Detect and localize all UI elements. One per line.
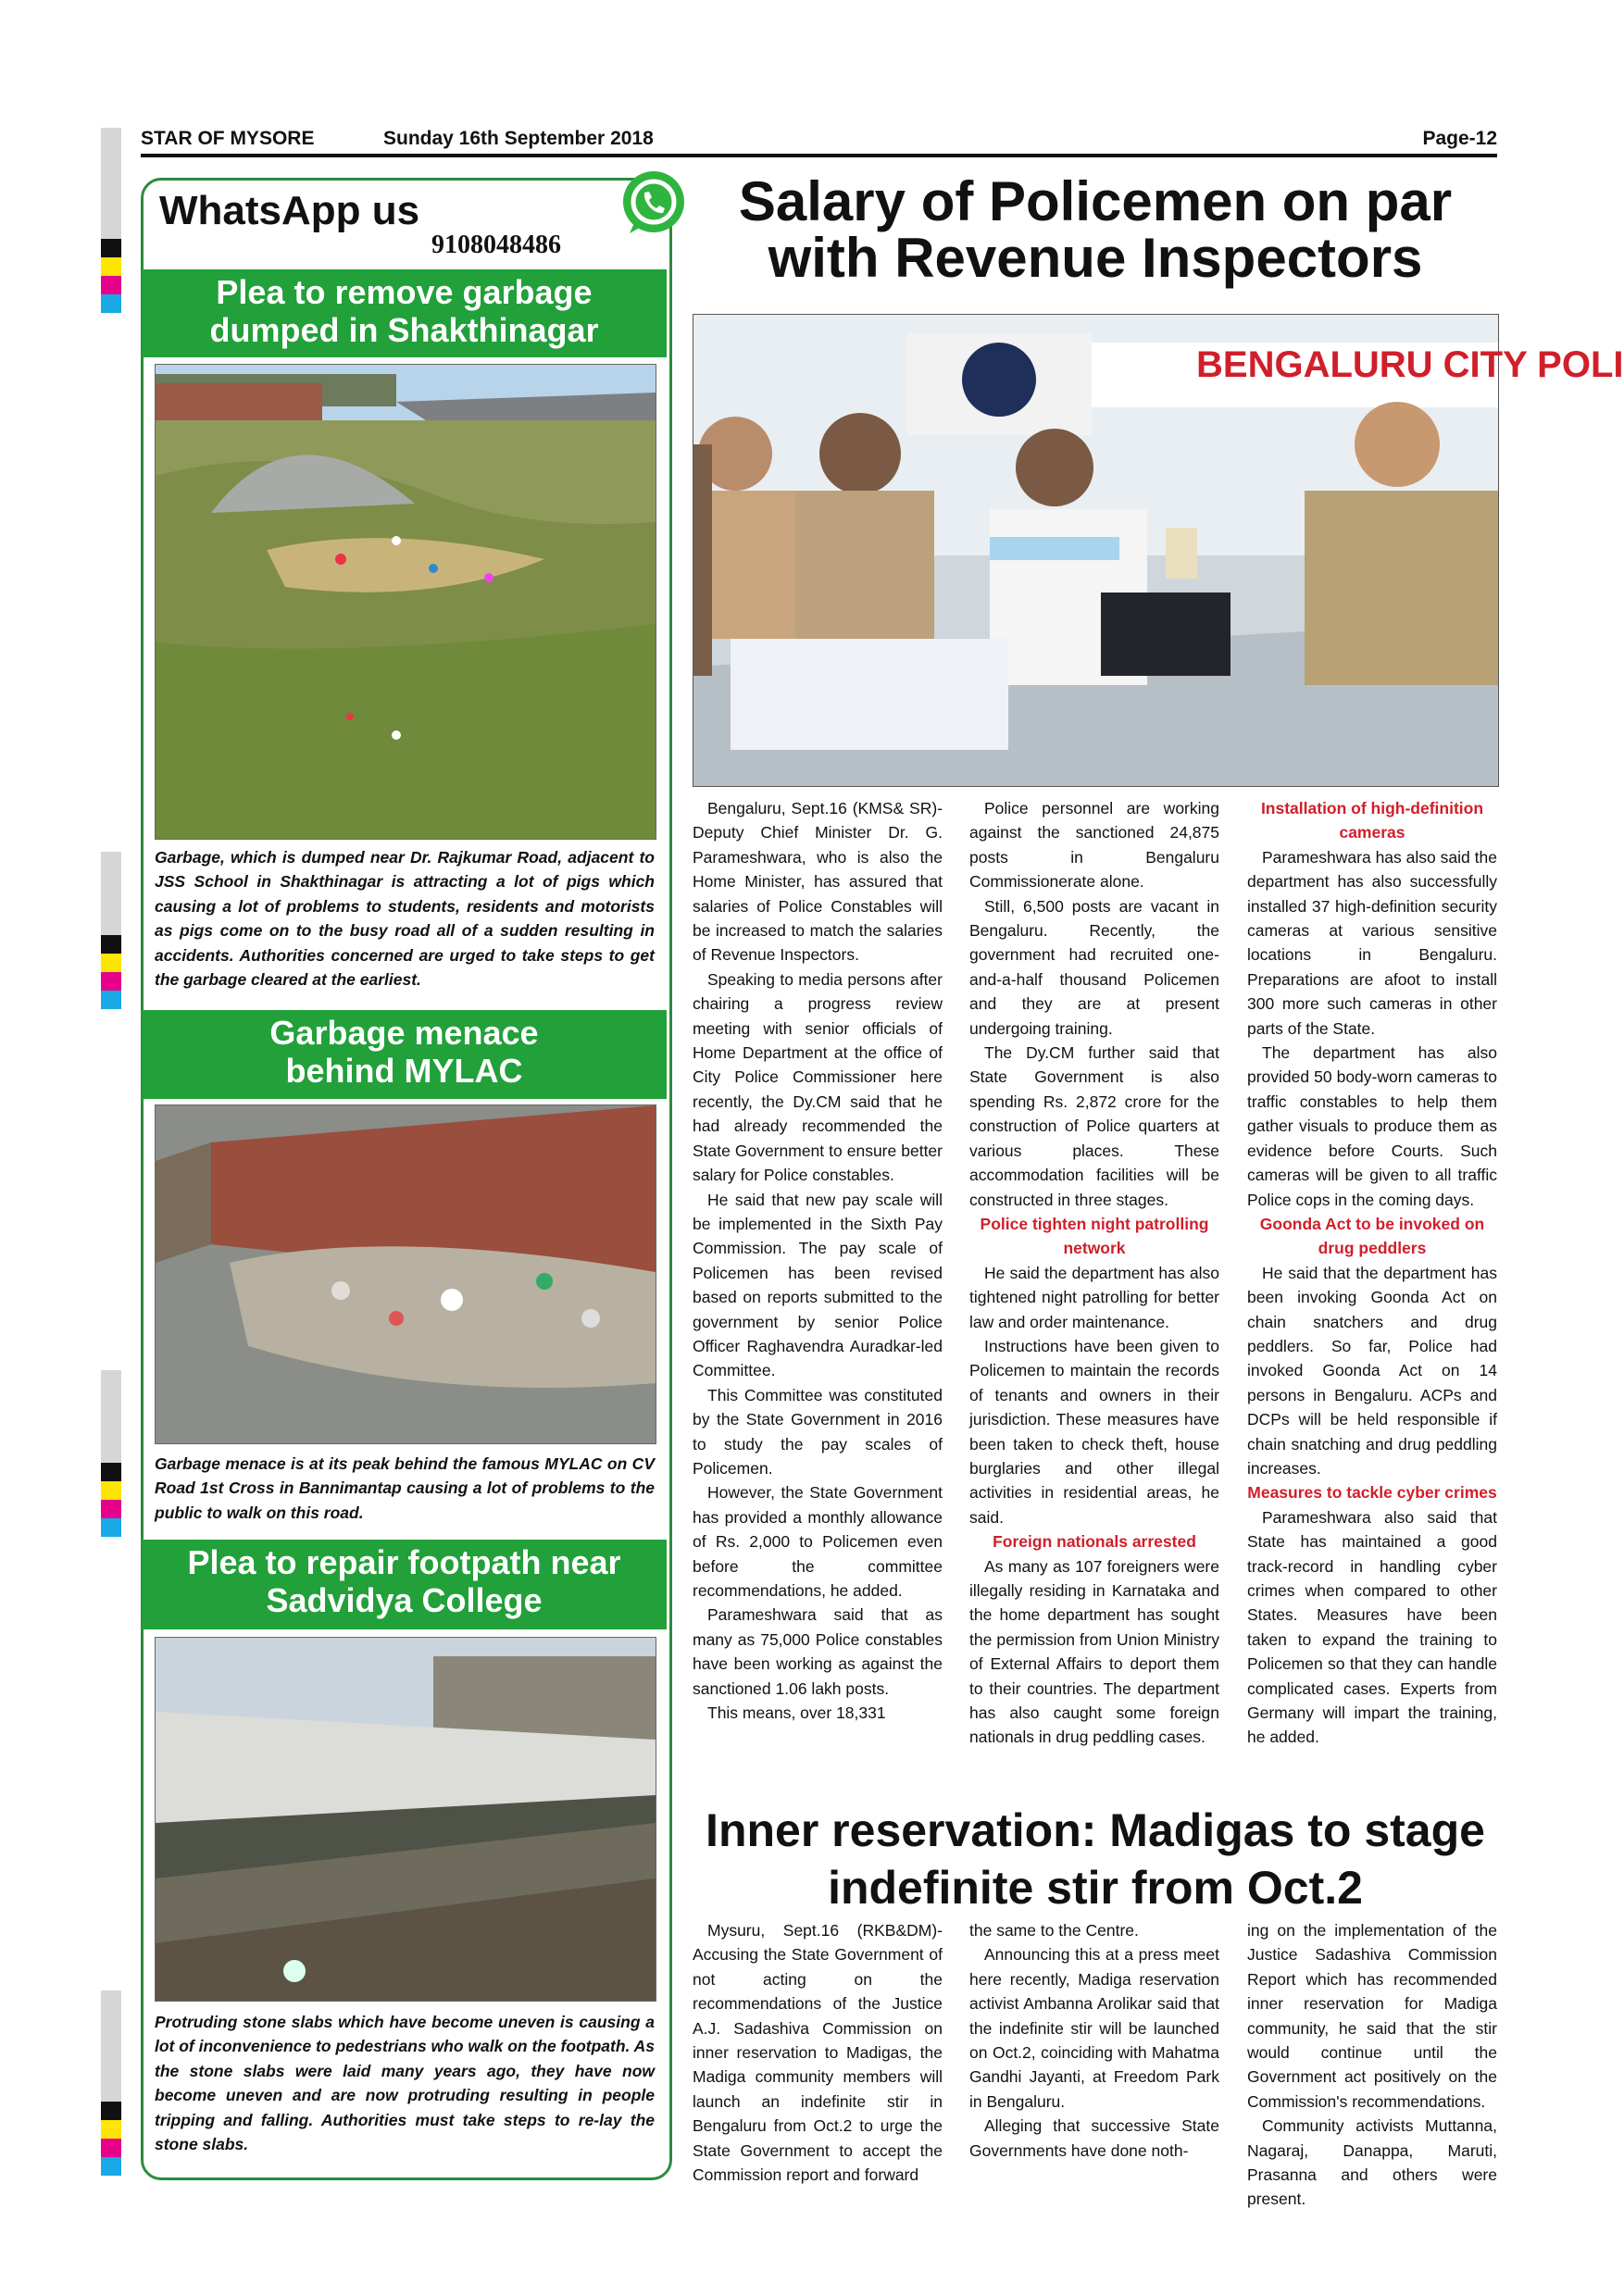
photo-caption: Garbage menace is at its peak behind the famous MYLAC on CV Road 1st Cross in Bannimantap causing a lot of problems to the public to walk on this road. [155,1454,655,1522]
article-column [969,1918,1219,2163]
article-column [1247,1918,1497,2212]
paragraph: As many as 107 foreigners were illegally residing in Karnataka and the home department has sought the permission from Union Ministry of External Affairs to deport them to their countries. The department has also caught some foreign nationals in drug peddling cases. [969,1556,1219,1747]
heading-line: Plea to remove garbage [216,273,593,311]
article-column [1247,796,1497,1750]
newspaper-name: STAR OF MYSORE [141,128,315,149]
garbage-mylac-photo [155,1104,656,1444]
footpath-photo [155,1637,656,2002]
paragraph: He said the department has also tightened night patrolling for better law and order maintenance. [969,1263,1219,1331]
subheading: Measures to tackle cyber crimes [1247,1483,1497,1503]
paragraph: The department has also provided 50 body-worn cameras to traffic constables to help them gather visuals to produce them as evidence before Courts. Such cameras will be given to all traffic Police cops in the coming days. [1247,1043,1497,1209]
main-headline [693,170,1498,289]
paragraph: Alleging that successive State Governments have done noth- [969,2116,1219,2160]
heading-line: Plea to repair footpath near [187,1543,621,1581]
paragraph: This means, over 18,331 [707,1703,886,1723]
police-meeting-photo [693,314,1624,787]
second-headline [693,1802,1498,1916]
subheading: Installation of high-definition cameras [1260,799,1484,842]
heading-line: dumped in Shakthinagar [209,311,599,349]
paragraph: Community activists Muttanna, Nagaraj, Danappa, Maruti, Prasanna and others were present. [1247,2116,1497,2209]
registration-bar [101,128,121,248]
issue-date: Sunday 16th September 2018 [383,128,654,149]
heading-line: Garbage menace [269,1014,539,1052]
photo-caption: Garbage, which is dumped near Dr. Rajkumar Road, adjacent to JSS School in Shakthinagar is attracting a lot of pigs which causing a lot of problems to students, residents and motorists as pigs come on to the busy road all of a sudden resulting in accidents. Authorities concerned are urged to take steps to get the garbage cleared at the earliest. [155,848,655,990]
paragraph: He said that the department has been invoking Goonda Act on chain snatchers and drug peddlers. So far, Police had invoked Goonda Act on 14 persons in Bengaluru. ACPs and DCPs will be held responsible if chain snatching and drug peddling increases. [1247,1263,1497,1478]
photo-caption: Protruding stone slabs which have become uneven is causing a lot of inconvenience to pedestrians who walk on the footpath. As the stone slabs were laid many years ago, they have now become uneven and are now protruding resulting in people tripping and falling. Authorities must take steps to re-lay the stone slabs. [155,2013,655,2154]
paragraph: Parameshwara also said that State has maintained a good track-record in handling cyber crimes when compared to other States. Measures have been taken to expand the training to Policemen so that they can handle complicated cases. Experts from Germany will impart the training, he added. [1247,1507,1497,1747]
article-column [693,1918,943,2187]
paragraph: The Dy.CM further said that State Government is also spending Rs. 2,872 crore for the construction of Police quarters at various places. These accommodation facilities will be constructed in three stages. [969,1043,1219,1209]
color-registration-mark [101,935,121,1009]
paragraph: Announcing this at a press meet here recently, Madiga reservation activist Ambanna Arolikar said that the indefinite stir will be launched on Oct.2, coinciding with Mahatma Gandhi Jayanti, at Freedom Park in Bengaluru. [969,1945,1219,2111]
sidebar-item-heading [142,269,667,357]
paragraph: Still, 6,500 posts are vacant in Bengaluru. Recently, the government had recruited one-and-a-half thousand Policemen and they are at present undergoing training. [969,896,1219,1038]
subheading: Foreign nationals arrested [993,1532,1196,1552]
article-column [693,796,943,1725]
paragraph: Instructions have been given to Policemen to maintain the records of tenants and owners in their jurisdiction. These measures have been taken to check theft, house burglaries and other illegal activities in residential areas, he said. [969,1336,1219,1527]
subheading: Police tighten night patrolling network [980,1214,1209,1258]
paragraph: ing on the implementation of the Justice Sadashiva Commission Report which has recommended inner reservation for Madiga community, he said that the stir would continue until the Government act positively on the Commission's recommendations. [1247,1921,1497,2111]
paragraph: Mysuru, Sept.16 (RKB&DM)- Accusing the State Government of not acting on the recommendations of the Justice A.J. Sadashiva Commission on inner reservation to Madigas, the Madiga community members will launch an indefinite stir in Bengaluru from Oct.2 to urge the State Government to accept the Commission report and forward [693,1921,943,2185]
registration-bar [101,852,121,935]
paragraph: Parameshwara has also said the department has also successfully installed 37 high-definition security cameras at various sensitive locations in Bengaluru. Preparations are afoot to install 300 more such cameras in other parts of the State. [1247,847,1497,1038]
whatsapp-label: WhatsApp us [159,188,420,233]
headline-line: indefinite stir from Oct.2 [828,1862,1363,1914]
paragraph: However, the State Government has provided a monthly allowance of Rs. 2,000 to Policemen even before the committee recommendations, he added. [693,1483,943,1600]
subheading: Goonda Act to be invoked on drug peddlers [1259,1214,1485,1258]
paragraph: Speaking to media persons after chairing a progress review meeting with senior officials of Home Department at the office of City Police Commissioner here recently, the Dy.CM said that he had already recommended the State Government to ensure better salary for Police constables. [693,969,943,1185]
paragraph: Parameshwara said that as many as 75,000 Police constables have been working as against the sanctioned 1.06 lakh posts. [693,1605,943,1698]
paragraph: the same to the Centre. [969,1921,1139,1940]
sidebar-item-heading [142,1010,667,1099]
whatsapp-icon [618,168,689,239]
whatsapp-number: 9108048486 [431,231,561,259]
paragraph: Bengaluru, Sept.16 (KMS& SR)- Deputy Chief Minister Dr. G. Parameshwara, who is also the Home Minister, has assured that salaries of Police Constables will be increased to match the salaries of Revenue Inspectors. [693,799,943,965]
sidebar-item-heading [142,1540,667,1629]
color-registration-mark [101,239,121,313]
color-registration-mark [101,1463,121,1537]
header-rule [141,154,1497,157]
page-number: Page-12 [1422,128,1497,149]
paragraph: Police personnel are working against the sanctioned 24,875 posts in Bengaluru Commissionerate alone. [969,799,1219,892]
heading-line: behind MYLAC [285,1052,523,1090]
heading-line: Sadvidya College [266,1581,543,1619]
garbage-shakthinagar-photo [155,364,656,840]
headline-line: Salary of Policemen on par [738,170,1453,232]
registration-bar [101,1990,121,2102]
headline-line: Inner reservation: Madigas to stage [706,1804,1485,1856]
headline-line: with Revenue Inspectors [768,227,1423,289]
paragraph: This Committee was constituted by the State Government in 2016 to study the pay scales of Policemen. [693,1385,943,1478]
photo-sign-text: BENGALURU CITY POLI [1196,344,1624,385]
color-registration-mark [101,2102,121,2176]
paragraph: He said that new pay scale will be implemented in the Sixth Pay Commission. The pay scale of Policemen has been revised based on reports submitted to the government by senior Police Officer Raghavendra Auradkar-led Committee. [693,1190,943,1380]
article-column [969,796,1219,1750]
page-header [141,128,1497,156]
registration-bar [101,1370,121,1463]
